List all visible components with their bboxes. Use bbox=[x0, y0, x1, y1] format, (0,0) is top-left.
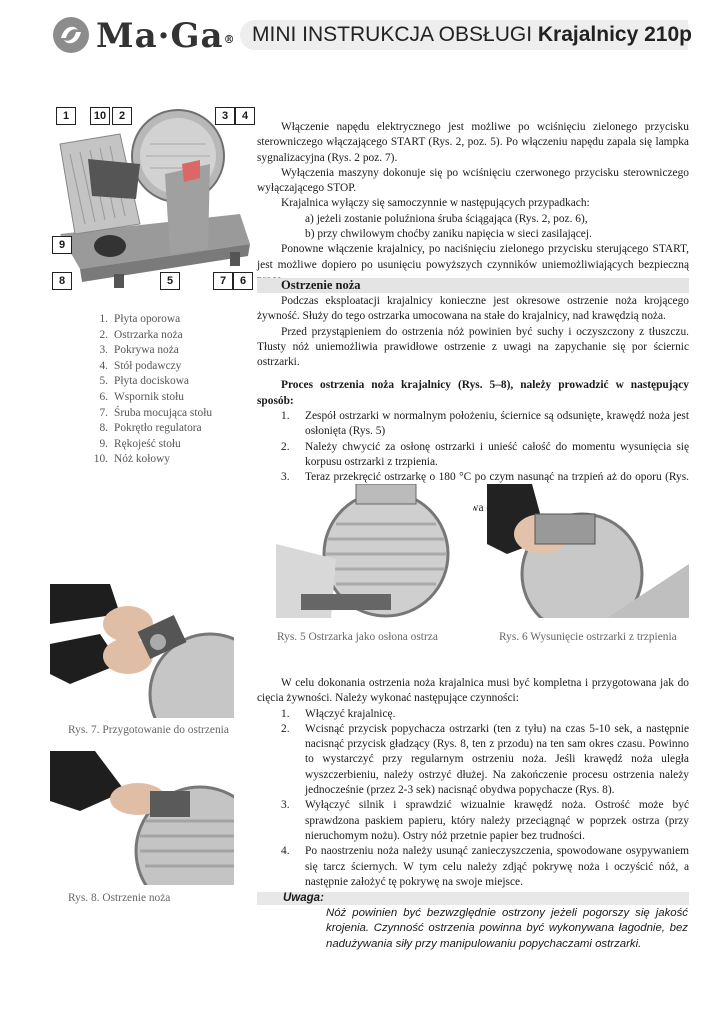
note-label: Uwaga: bbox=[283, 892, 324, 904]
list-item: 9. Rękojeść stołu bbox=[99, 437, 181, 450]
list-item: 3. Pokrywa noża bbox=[99, 344, 179, 357]
list-item: 3. Teraz przekręcić ostrzarkę o 180 °C po czym nasunąć na trzpień aż do oporu (Rys. bbox=[281, 471, 689, 484]
callout-3: 3 bbox=[215, 107, 235, 125]
intro-text bbox=[257, 120, 689, 288]
list-item: 6. Wspornik stołu bbox=[99, 390, 184, 403]
sharpen-paragraph: W celu dokonania ostrzenia noża krajalnica musi być kompletna i przygotowana jak do cięcia żywności. Należy wykonać następujące czynności: bbox=[257, 677, 689, 705]
callout-10: 10 bbox=[90, 107, 110, 125]
procedure-title: Proces ostrzenia noża krajalnicy (Rys. 5–8), należy prowadzić w następujący sposób: bbox=[257, 379, 689, 407]
list-item: 2. Należy chwycić za osłonę ostrzarki i unieść całość do momentu wysunięcia się korpusu ostrzarki z trzpienia. bbox=[281, 440, 689, 468]
intro-paragraph: Krajalnica wyłączy się samoczynnie w następujących przypadkach: bbox=[281, 197, 590, 210]
callout-6: 6 bbox=[233, 272, 253, 290]
list-item: 1. Zespół ostrzarki w normalnym położeniu, ściernice są odsunięte, krawędź noża jest osłonięta (Rys. 5) bbox=[281, 410, 689, 438]
list-item: 1. Płyta oporowa bbox=[99, 313, 181, 325]
section-title: Ostrzenie noża bbox=[281, 278, 361, 292]
list-item: 8. Pokrętło regulatora bbox=[99, 422, 202, 435]
sharpen-text bbox=[257, 676, 689, 890]
slicer-diagram bbox=[50, 104, 253, 291]
intro-paragraph: Włączenie napędu elektrycznego jest możliwe po wciśnięciu zielonego przycisku sterowniczego włączającego START (Rys. 2, poz. 5). Po włączeniu napędu zapala się lampka sygnalizacyjna (Rys. 2 poz. 7). bbox=[257, 121, 689, 164]
intro-paragraph: Ponowne włączenie krajalnicy, po naciśnięciu zielonego przycisku sterującego START, jest możliwe dopiero po usunięciu powyższych czynników uniemożliwiających bezpieczną bbox=[257, 243, 689, 271]
list-item: 4. Stół podawczy bbox=[99, 359, 182, 372]
photo-rys8 bbox=[50, 751, 234, 885]
photo-rys6 bbox=[487, 484, 689, 618]
callout-4: 4 bbox=[235, 107, 255, 125]
callout-7: 7 bbox=[213, 272, 233, 290]
callout-2: 2 bbox=[112, 107, 132, 125]
section-paragraph: Podczas eksploatacji krajalnicy konieczne jest okresowe ostrzenie noża krojącego żywność. Służy do tego ostrzarka umocowana na stałe do krajalnicy, nad krawędzią noża. bbox=[257, 295, 689, 323]
list-item: 5. Płyta dociskowa bbox=[99, 375, 189, 388]
photo-rys7 bbox=[50, 584, 234, 718]
caption-rys8: Rys. 8. Ostrzenie noża bbox=[68, 892, 171, 904]
callout-8: 8 bbox=[52, 272, 72, 290]
list-item: 1. Włączyć krajalnicę. bbox=[281, 707, 396, 720]
registered-mark: ® bbox=[223, 33, 236, 46]
list-item: 2. Wcisnąć przycisk popychacza ostrzarki (ten z tyłu) na czas 5-10 sek, a następnie nacisnąć przycisk gładzący (Rys. 8, ten z przodu) na ten sam okres czasu. Powinno to wystarczyć przy regularnym ostrzeniu noża. Jeśli krawędź noża uległa wyszczerbieniu, należy ostrzyć dłużej. Na zakończenie procesu ostrzenia należy jednocześnie (przez 2-3 sek) nacisnąć obydwa popychacze (Rys. 8). bbox=[281, 722, 689, 797]
list-item: 2. Ostrzarka noża bbox=[99, 328, 183, 341]
list-item: 10. Nóż kołowy bbox=[93, 453, 170, 466]
title-bold: Krajalnicy 210p bbox=[537, 23, 692, 46]
title-regular: MINI INSTRUKCJA OBSŁUGI bbox=[252, 23, 538, 46]
section-text bbox=[257, 294, 689, 516]
note-text: Nóż powinien być bezwzględnie ostrzony jeżeli pogorszy się jakość krojenia. Czynność ostrzenia powinna być wykonywana łagodnie, bez nadużywania siły przy manipulowaniu popychaczami ostrzarki. bbox=[326, 907, 688, 950]
list-item: 7. Śruba mocująca stołu bbox=[99, 406, 213, 419]
parts-list bbox=[86, 312, 266, 468]
caption-rys7: Rys. 7. Przygotowanie do ostrzenia bbox=[68, 724, 229, 736]
brand-logo bbox=[96, 14, 236, 58]
list-item: 3. Wyłączyć silnik i sprawdzić wizualnie krawędź noża. Ostrość może być sprawdzona paskiem papieru, który należy przeciągnąć w poprzek ostrza (przy nieruchomym nożu). Ostry nóż przetnie papier bez trudności. bbox=[281, 799, 689, 842]
brand-name: Ma·Ga bbox=[96, 16, 224, 56]
photo-rys5 bbox=[276, 484, 473, 618]
intro-paragraph: Wyłączenia maszyny dokonuje się po wciśnięciu czerwonego przycisku sterowniczego wyłączającego STOP. bbox=[257, 166, 689, 195]
list-item: 4. Po naostrzeniu noża należy usunąć zanieczyszczenia, spowodowane osypywaniem się tarcz ściernych. W tym celu należy zdjąć pokrywę noża i oczyścić nóż, a następnie założyć tę pokrywę na swoje miejsce. bbox=[281, 845, 689, 888]
slicer-illustration bbox=[50, 104, 253, 291]
callout-9: 9 bbox=[52, 236, 72, 254]
caption-rys5: Rys. 5 Ostrzarka jako osłona ostrza bbox=[277, 631, 438, 643]
callout-1: 1 bbox=[56, 107, 76, 125]
caption-rys6: Rys. 6 Wysunięcie ostrzarki z trzpienia bbox=[499, 631, 677, 643]
intro-case-a: a) jeżeli zostanie poluźniona śruba ściągająca (Rys. 2, poz. 6), bbox=[305, 212, 588, 225]
intro-case-b: b) przy chwilowym choćby zaniku napięcia w sieci zasilającej. bbox=[305, 228, 592, 241]
callout-5: 5 bbox=[160, 272, 180, 290]
maga-logo-icon bbox=[52, 16, 90, 54]
section-paragraph: Przed przystąpieniem do ostrzenia nóż powinien być suchy i oczyszczony z tłuszczu. Tłusty nóż uniemożliwia prawidłowe ostrzenie z uwagi na zapychanie się por ściernic ostrzarki. bbox=[257, 325, 689, 369]
page-title bbox=[252, 22, 692, 48]
